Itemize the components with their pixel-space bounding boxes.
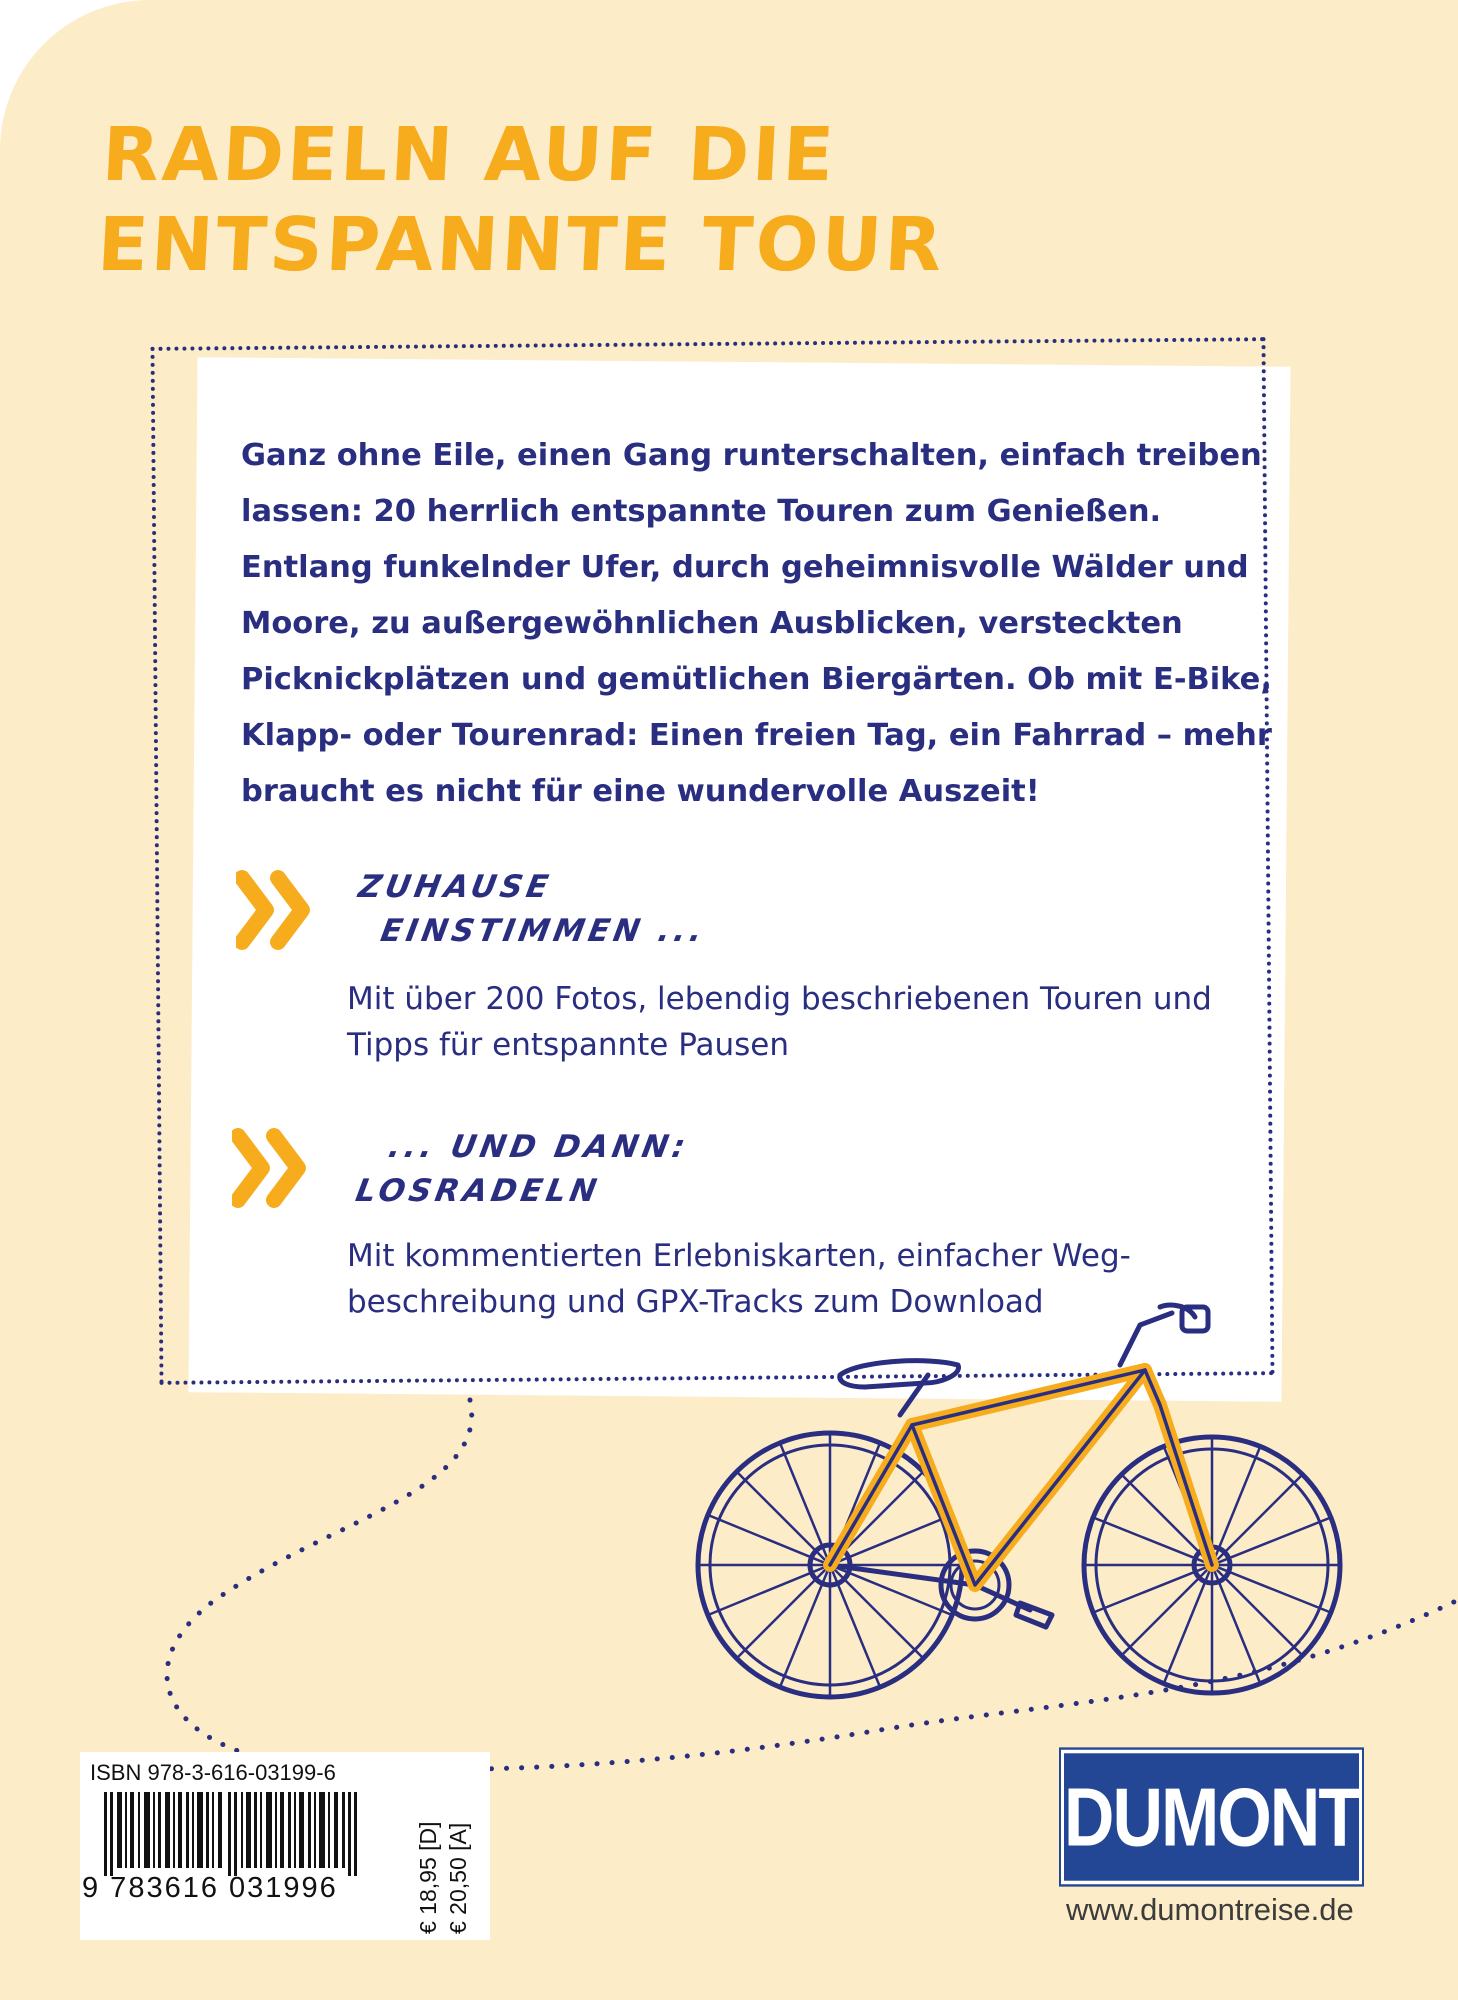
feature-heading-2 (352, 1125, 692, 1213)
feature-heading-1 (347, 865, 717, 953)
feature-text-2: Mit kommentierten Erlebniskarten, einfacher Weg-beschreibung und GPX-Tracks zum Download (347, 1238, 1131, 1320)
feature-heading-1-line-1: ZUHAUSE (355, 869, 555, 905)
feature-heading-1-line-2: EINSTIMMEN ... (377, 913, 709, 949)
double-chevron-icon (232, 1128, 316, 1208)
publisher-website: www.dumontreise.de (1066, 1892, 1354, 1927)
cover-title-line-2: ENTSPANNTE TOUR (95, 202, 947, 288)
double-chevron-icon (236, 870, 320, 950)
cover-title-line-1: RADELN AUF DIE (100, 112, 839, 198)
feature-heading-2-line-1: ... UND DANN: (385, 1129, 692, 1165)
barcode (90, 1792, 380, 1876)
feature-text-1: Mit über 200 Fotos, lebendig beschriebenen Touren und Tipps für entspannte Pausen (347, 981, 1212, 1063)
cover-title (95, 110, 1204, 290)
publisher-logo: DUMONT (1061, 1750, 1362, 1885)
feature-heading-2-line-2: LOSRADELN (352, 1173, 604, 1209)
price-austria: € 20,50 [A] (445, 1822, 471, 1934)
saddle (840, 1361, 959, 1387)
intro-paragraph: Ganz ohne Eile, einen Gang runterschalten, einfach treiben lassen: 20 herrlich entspannte Touren zum Genießen. Entlang funkelnder Ufer, durch geheimnisvolle Wälder und Moore, zu außergewöhnlichen Ausblicken, versteckten Picknickplätzen und gemütlichen Biergärten. Ob mit E-Bike, Klapp- oder Tourenrad: Einen freien Tag, ein Fahrrad – mehr braucht es nicht für eine wundervolle Auszeit! (241, 438, 1272, 809)
ean-digits: 9 783616 031996 (82, 1872, 338, 1904)
price-germany: € 18,95 [D] (415, 1821, 441, 1934)
barcode-block (80, 1752, 490, 1940)
bike-frame (912, 1370, 1145, 1585)
bicycle-illustration (690, 1265, 1350, 1705)
isbn-number: ISBN 978-3-616-03199-6 (90, 1760, 336, 1785)
